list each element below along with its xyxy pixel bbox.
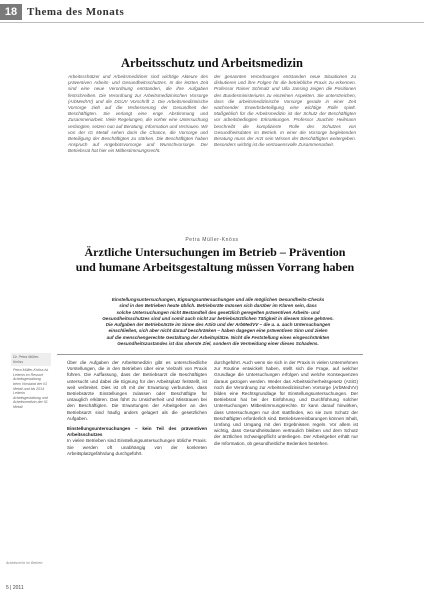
box-article-title: Arbeitsschutz und Arbeitsmedizin [121, 56, 303, 70]
issue-number: 5 | 2011 [6, 585, 24, 591]
sidebar-author-bio: Petra Müller-Knöss ist Leiterin im Ressort Arbeitsgestaltung beim Vorstand der IG Metall und bis 2014 Leiterin Arbeitsgestaltung und Arbeitsmedizin der IG Metall [13, 368, 49, 409]
article-title-line-1: Ärztliche Untersuchungen im Betrieb – Prävention [84, 245, 346, 259]
page-number: 18 [0, 4, 22, 20]
lead-line: Gesundheitszustandes ist das oberste Ziel, sondern die Vermeidung einer dieses Schadens. [117, 341, 319, 347]
lead-line: sind in den Betrieben heute üblich. Betriebsräte müssen sich darüber im Klaren sein, dass [119, 303, 317, 309]
body-column-1 [67, 360, 207, 570]
author-byline: Petra Müller-Knöss [185, 237, 239, 243]
article-title [60, 245, 370, 275]
lead-line: Gesundheitsschutzes sind und somit auch nicht zur betriebsärztlichen Tätigkeit in diesem Sinne gehören. [102, 315, 334, 321]
sidebar-author-name: Dr. Petra Müller-Knöss [11, 353, 51, 366]
section-title: Thema des Monats [27, 6, 125, 18]
body-paragraph: Über die Aufgaben der Arbeitsmedizin gibt es unterschiedliche Vorstellungen, die in den Betrieben über eine Vielzahl von Praxis führen. Die Auffassung, dass der Betriebsarzt die Beschäftigten untersucht und dabei die Eignung für den Arbeitsplatz feststellt, ist weit verbreitet. Dies ist oft mit der Erwartung verbunden, dass Betriebsärzte Einstellungen zulassen oder Beschäftigte für untauglich erklären. Das führt zu Unsicherheit und Misstrauen bei den Beschäftigten. Die Erwartungen der Arbeitgeber an den Betriebsarzt sind häufig anders gelagert als die gesetzlichen Aufgaben. [67, 360, 207, 421]
lead-line: Einstellungsuntersuchungen, Eignungsuntersuchungen und alle möglichen Gesundheits-Checks [111, 297, 325, 302]
author-sidebar [11, 353, 51, 503]
body-paragraph: In vielen Betrieben sind Einstellungsuntersuchungen übliche Praxis. Sie werden oft unabhängig von der konkreten Arbeitsplatzgefährdung durchgeführt. [67, 438, 207, 456]
lead-line: einschließen, sich aber nicht darauf beschränken – haben dagegen eine präventiven Sinn und zielen [108, 328, 328, 334]
lead-line: auf die menschengerechte Gestaltung der Arbeitsplätze. Nicht die Feststellung eines eingeschränkten [106, 334, 330, 340]
magazine-logo: Arbeitsrecht im Betrieb [6, 561, 43, 565]
lead-divider [57, 354, 363, 355]
article-lead [78, 297, 358, 347]
page-header [0, 0, 424, 26]
subheading: Einstellungsuntersuchungen – kein Teil des präventiven Arbeitsschutzes [67, 426, 207, 438]
article-title-line-2: und humane Arbeitsgestaltung müssen Vorrang haben [75, 260, 355, 274]
lead-line: Die Aufgaben der Betriebsärzte im Sinne des ASiG und der ArbMedVV – die u. a. auch Untersuchungen [105, 322, 331, 328]
box-article-column-1: Arbeitsschützer und Arbeitsmediziner sind wichtige Akteure des präventiven Arbeits- und Gesundheitsschutzes. In der letzten Zeit sind eine neue Verordnung entstanden, die ihre Aufgaben festschreiben. Die Verordnung zur Arbeitsmedizinischen Vorsorge (ArbMedVV) und die DGUV Vorschrift 2. Die Arbeitsmedizinische Vorsorge zielt auf die Verbesserung der Gesundheit der Beschäftigten. Sie verlangt eine enge Abstimmung und Zusammenarbeit. Viele Regelungen, die vorher eine Untersuchung verlangten, setzen nun auf Beratung, Information und Vertrauen. Wir von der IG Metall sehen darin die Chance, die Vorsorge und Beteiligung der Beschäftigten zu stärken. Die Beschäftigten haben Anspruch auf Angebotsvorsorge und Wunschvorsorge. Der Betriebsrat hat hier ein Mitbestimmungsrecht. [68, 74, 208, 154]
header-divider [0, 22, 424, 23]
box-article-column-2: der genannten Verordnungen entstanden neue Situationen zu diskutieren und ihre Folgen für die betriebliche Praxis zu erkennen. Professor Rainer Schmalz und Ulla Jansing zeigen die Positionen des Bundesministeriums zu einzelnen Aspekten. Sie unterstreichen, dass die arbeitsmedizinische Vorsorge gerade in einer Zeit wachsender Erwerbsbeteiligung eine wichtige Rolle spielt. Maßgeblich für die Arbeitsmedizin ist der Schutz der Beschäftigten vor arbeitsbedingten Erkrankungen. Professor Joachim Heilmann beschreibt die komplizierte Rolle des Schutzes von Gesundheitsdaten im Betrieb. In einer die Vorsorge begleitenden Beratung muss der Arzt sein Wissen der Beschäftigten weitergeben. Besonders wichtig ist die vertrauensvolle Zusammenarbeit. [214, 74, 356, 148]
lead-line: solche Untersuchungen nicht Bestandteil des gesetzlich geregelten präventiven Arbeits- und [116, 309, 320, 315]
body-column-2: durchgeführt. Auch wenn sie sich in der Praxis in vielen Unternehmen zur Routine entwickelt haben, stellt sich die Frage, auf welcher Grundlage die Untersuchungen erfolgen und welche Konsequenzen daraus gezogen werden. Weder das Arbeitssicherheitsgesetz (ASiG) noch die Verordnung zur Arbeitsmedizinischen Vorsorge (ArbMedVV) bilden eine Rechtsgrundlage für Einstellungsuntersuchungen. Der Betriebsrat hat bei der Einführung und Durchführung solcher Untersuchungen Mitbestimmungsrechte. Er kann darauf hinwirken, dass Untersuchungen nur dort stattfinden, wo sie zum Schutz der Beschäftigten erforderlich sind. Betriebsvereinbarungen können Inhalt, Umfang und Umgang mit den Ergebnissen regeln. Vor allem ist wichtig, dass Gesundheitsdaten vertraulich bleiben und dem Schutz der ärztlichen Schweigepflicht unterliegen. Der Arbeitgeber erhält nur die Information, ob gesundheitliche Bedenken bestehen. [214, 360, 358, 446]
